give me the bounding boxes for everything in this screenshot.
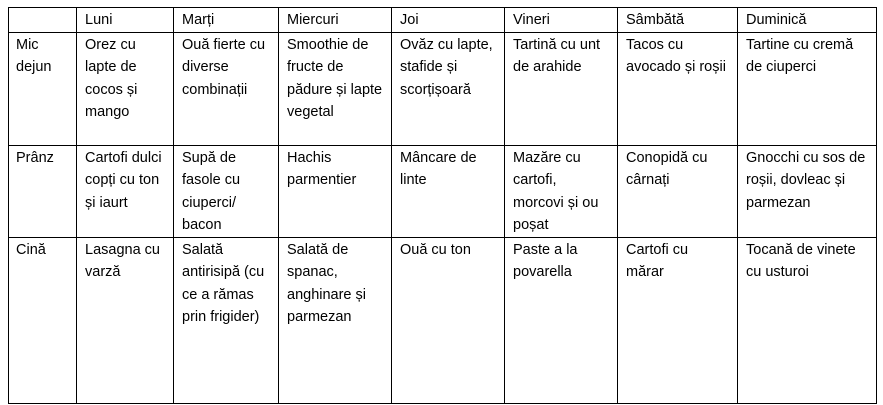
day-header-sambata: Sâmbătă	[618, 8, 738, 33]
meal-cell: Hachis parmentier	[279, 145, 392, 237]
table-row-mic-dejun	[9, 32, 877, 145]
day-header-luni: Luni	[77, 8, 174, 33]
meal-cell: Tartină cu unt de arahide	[505, 32, 618, 145]
meal-cell: Lasagna cu varză	[77, 237, 174, 403]
row-label-pranz: Prânz	[9, 145, 77, 237]
meal-cell: Smoothie de fructe de pădure și lapte vegetal	[279, 32, 392, 145]
corner-cell	[9, 8, 77, 33]
meal-cell: Ouă fierte cu diverse combinații	[174, 32, 279, 145]
meal-cell: Mazăre cu cartofi, morcovi și ou poșat	[505, 145, 618, 237]
meal-cell: Cartofi dulci copți cu ton și iaurt	[77, 145, 174, 237]
meal-cell: Ouă cu ton	[392, 237, 505, 403]
meal-cell: Conopidă cu cârnați	[618, 145, 738, 237]
day-header-marti: Marți	[174, 8, 279, 33]
table-row-cina	[9, 237, 877, 403]
meal-cell: Paste a la povarella	[505, 237, 618, 403]
day-header-duminica: Duminică	[738, 8, 877, 33]
day-header-joi: Joi	[392, 8, 505, 33]
meal-cell: Tacos cu avocado și roșii	[618, 32, 738, 145]
day-header-miercuri: Miercuri	[279, 8, 392, 33]
meal-cell: Cartofi cu mărar	[618, 237, 738, 403]
meal-cell: Tocană de vinete cu usturoi	[738, 237, 877, 403]
header-row	[9, 8, 877, 33]
meal-cell: Salată de spanac, anghinare și parmezan	[279, 237, 392, 403]
meal-cell: Tartine cu cremă de ciuperci	[738, 32, 877, 145]
meal-cell: Mâncare de linte	[392, 145, 505, 237]
meal-cell: Ovăz cu lapte, stafide și scorțișoară	[392, 32, 505, 145]
meal-cell: Gnocchi cu sos de roșii, dovleac și parmezan	[738, 145, 877, 237]
day-header-vineri: Vineri	[505, 8, 618, 33]
meal-cell: Orez cu lapte de cocos și mango	[77, 32, 174, 145]
table-row-pranz	[9, 145, 877, 237]
meal-plan-table	[8, 7, 877, 404]
meal-cell: Salată antirisipă (cu ce a rămas prin frigider)	[174, 237, 279, 403]
meal-cell: Supă de fasole cu ciuperci/ bacon	[174, 145, 279, 237]
row-label-cina: Cină	[9, 237, 77, 403]
row-label-mic-dejun: Mic dejun	[9, 32, 77, 145]
